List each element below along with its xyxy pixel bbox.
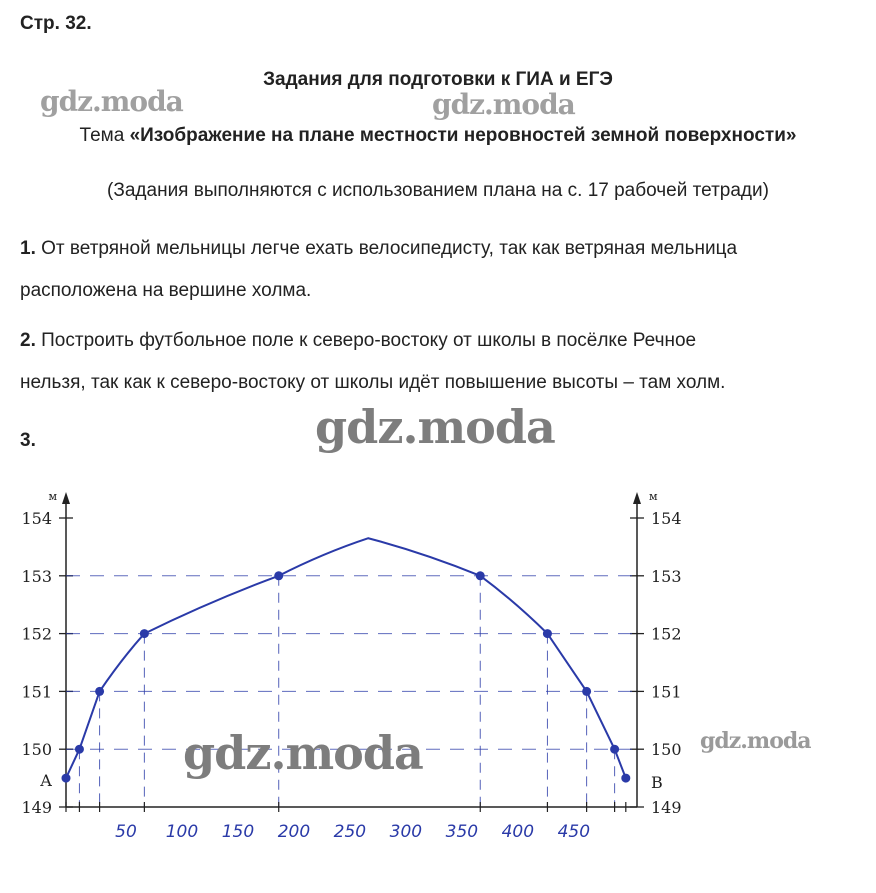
page-label: Стр. 32. bbox=[20, 13, 92, 34]
right-axis-arrow bbox=[633, 492, 641, 504]
profile-point bbox=[582, 687, 591, 696]
answer-1 bbox=[20, 228, 737, 312]
unit-label-right: м bbox=[649, 490, 658, 503]
section-heading: Задания для подготовки к ГИА и ЕГЭ bbox=[263, 69, 613, 90]
y-tick-label-left: 153 bbox=[21, 566, 52, 586]
answer-2-line-2: нельзя, так как к северо-востоку от школы идёт повышение высоты – там холм. bbox=[20, 372, 726, 393]
watermark: gdz.moda bbox=[432, 88, 575, 121]
y-tick-label-right: 150 bbox=[651, 740, 682, 760]
answer-1-text: От ветряной мельницы легче ехать велосипедисту, так как ветряная мельница bbox=[35, 238, 738, 259]
x-distance-label: 350 bbox=[445, 822, 479, 842]
unit-label-left: м bbox=[48, 490, 57, 503]
topic-line bbox=[0, 125, 876, 147]
answer-2-text: Построить футбольное поле к северо-востоку от школы в посёлке Речное bbox=[35, 330, 697, 351]
x-distance-label: 200 bbox=[277, 822, 311, 842]
profile-point bbox=[476, 571, 485, 580]
x-distance-label: 400 bbox=[501, 822, 535, 842]
elevation-profile-chart bbox=[0, 470, 876, 893]
y-tick-label-right: 149 bbox=[651, 798, 682, 817]
answer-1-number: 1. bbox=[20, 238, 36, 259]
profile-point bbox=[543, 629, 552, 638]
x-distance-label: 150 bbox=[221, 822, 255, 842]
x-distance-label: 450 bbox=[557, 822, 591, 842]
watermark: gdz.moda bbox=[700, 728, 811, 754]
topic-prefix: Тема bbox=[79, 125, 130, 146]
y-tick-label-left: 152 bbox=[21, 624, 52, 644]
x-distance-label: 250 bbox=[333, 822, 367, 842]
watermark: gdz.moda bbox=[183, 726, 423, 780]
watermark: gdz.moda bbox=[40, 85, 183, 118]
point-a-label: А bbox=[40, 771, 53, 791]
answer-1-line-1 bbox=[20, 228, 737, 270]
x-distance-label: 100 bbox=[165, 822, 199, 842]
answer-3-number: 3. bbox=[20, 430, 36, 451]
y-tick-label-right: 154 bbox=[651, 509, 682, 528]
profile-point bbox=[140, 629, 149, 638]
profile-point bbox=[610, 745, 619, 754]
y-tick-label-left: 150 bbox=[21, 740, 52, 760]
point-b-label: В bbox=[651, 773, 663, 793]
left-axis-arrow bbox=[62, 492, 70, 504]
topic-title: «Изображение на плане местности неровностей земной поверхности» bbox=[129, 125, 797, 146]
task-note: (Задания выполняются с использованием плана на с. 17 рабочей тетради) bbox=[107, 180, 769, 201]
profile-point bbox=[62, 774, 71, 783]
y-tick-label-left: 151 bbox=[21, 682, 52, 702]
answer-2-line-1 bbox=[20, 320, 725, 362]
x-distance-label: 300 bbox=[389, 822, 423, 842]
profile-point bbox=[621, 774, 630, 783]
y-tick-label-left: 154 bbox=[21, 509, 52, 528]
x-distance-label: 50 bbox=[115, 822, 137, 842]
profile-point bbox=[75, 745, 84, 754]
answer-2 bbox=[20, 320, 725, 404]
profile-point bbox=[274, 571, 283, 580]
y-tick-label-right: 153 bbox=[651, 566, 682, 586]
y-tick-label-right: 152 bbox=[651, 624, 682, 644]
watermark: gdz.moda bbox=[315, 400, 555, 454]
answer-2-number: 2. bbox=[20, 330, 36, 351]
y-tick-label-left: 149 bbox=[21, 798, 52, 817]
y-tick-label-right: 151 bbox=[651, 682, 682, 702]
profile-point bbox=[95, 687, 104, 696]
answer-1-line-2: расположена на вершине холма. bbox=[20, 280, 312, 301]
